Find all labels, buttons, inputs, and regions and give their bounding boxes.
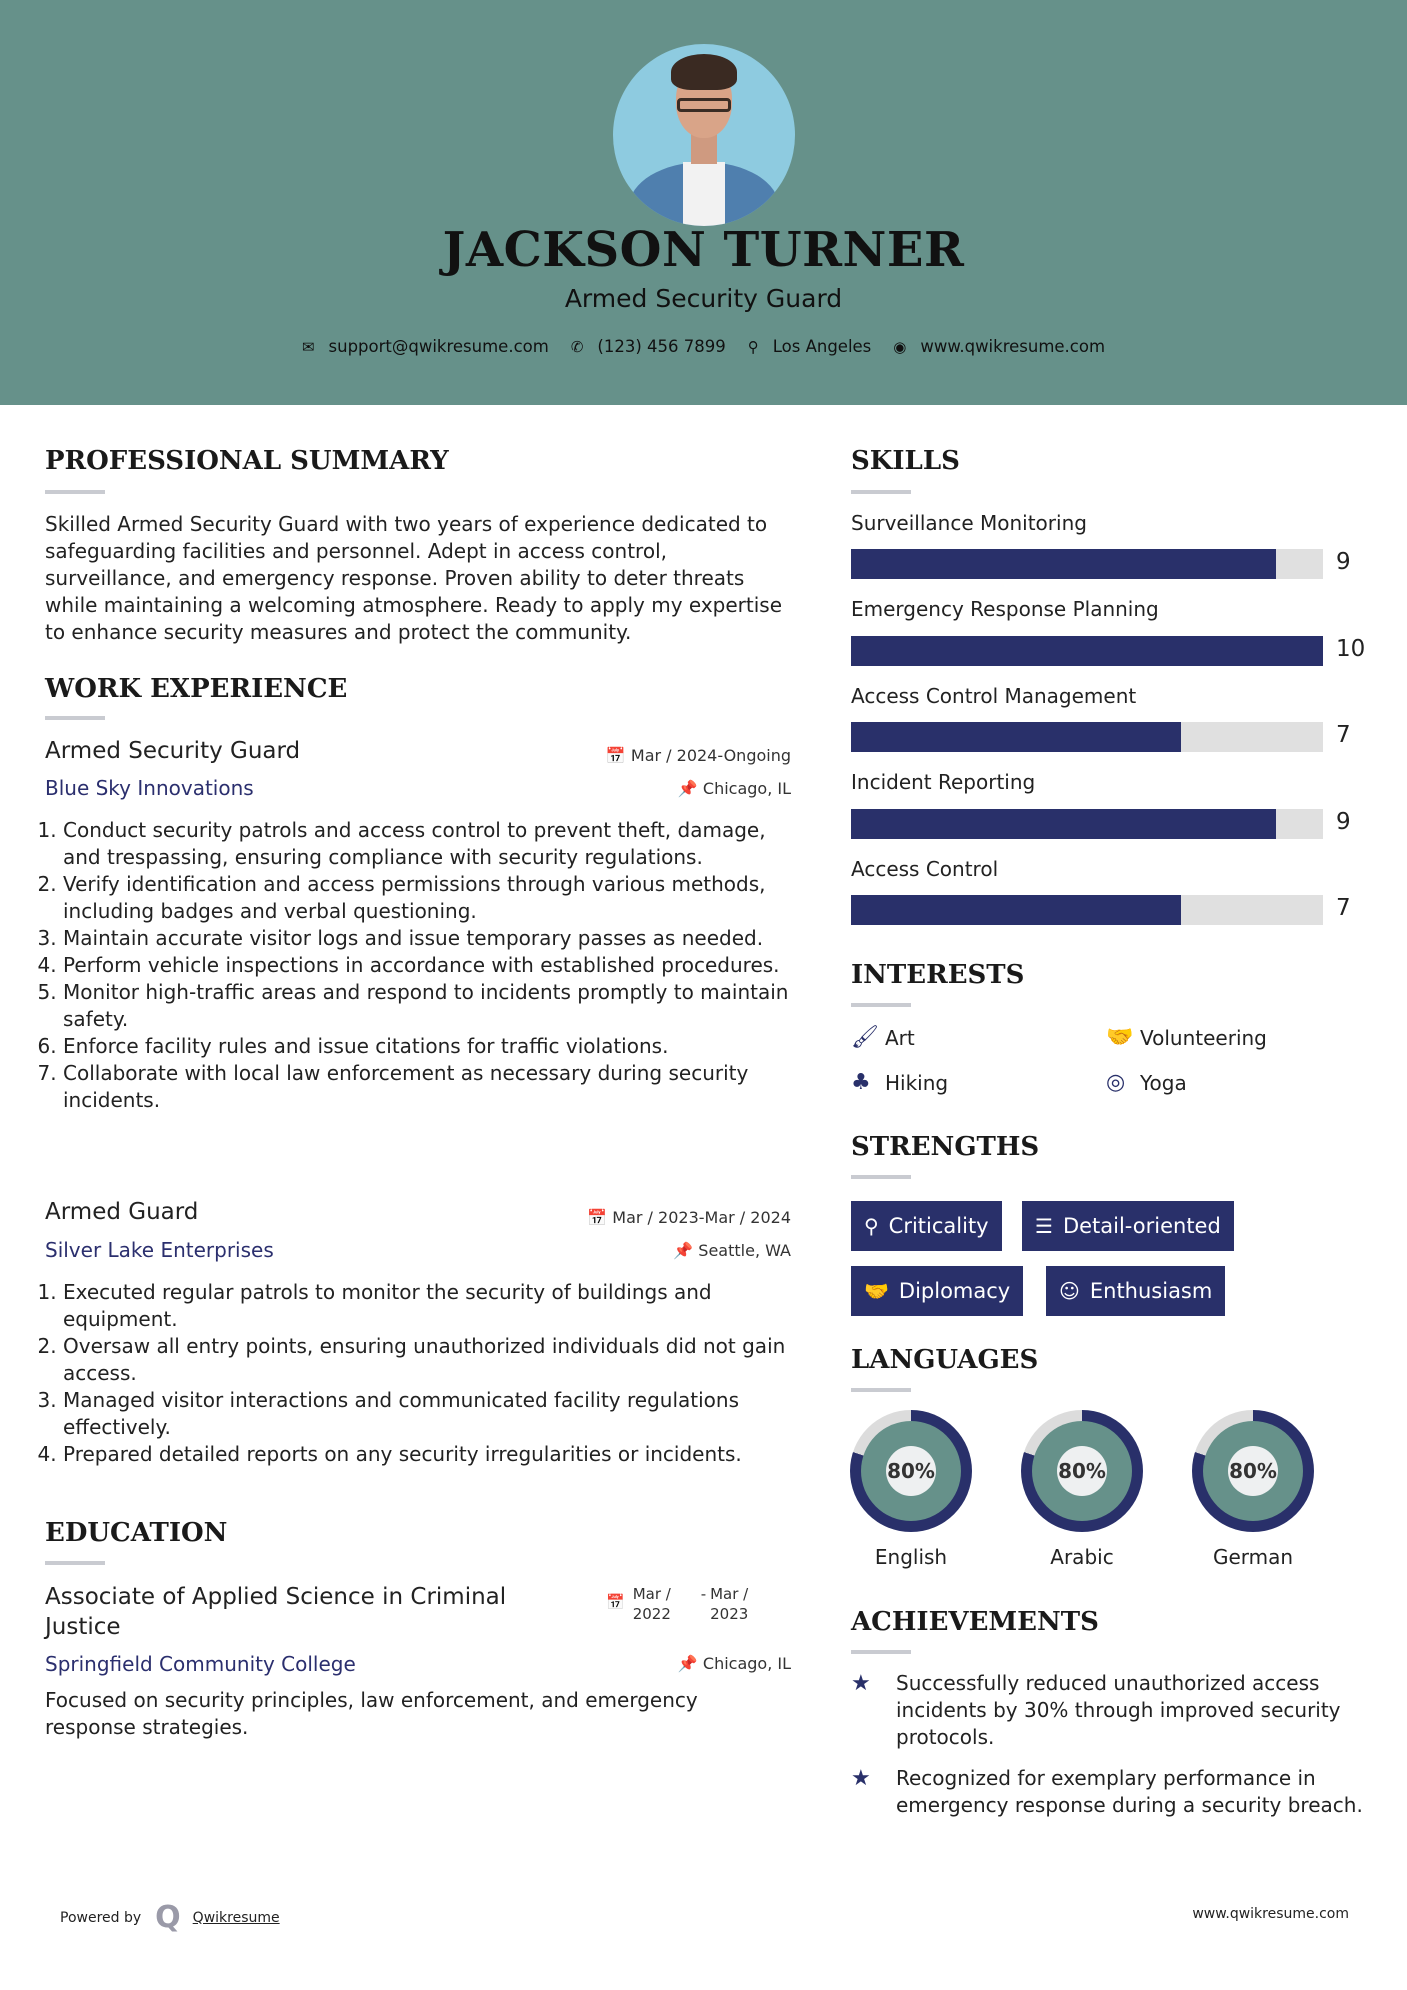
responsibilities-list [45,1279,795,1468]
list-item: 3. Maintain accurate visitor logs and issue temporary passes as needed. [63,925,795,952]
language-percent: 80% [887,1459,935,1483]
contact-location: Los Angeles [772,337,872,356]
calendar-icon: 📅 [587,1208,613,1227]
interest-item: 🤝 Volunteering [1106,1025,1267,1050]
phone-icon: ✆ [570,337,584,356]
school-name: Springfield Community College [45,1652,356,1676]
skill-value: 9 [1336,809,1351,835]
list-item: 5. Monitor high-traffic areas and respond to incidents promptly to maintain safety. [63,979,795,1033]
language-progress-ring [850,1410,972,1532]
profile-photo [613,44,795,226]
language-label: German [1212,1545,1294,1569]
strength-tag: ☰ Detail-oriented [1022,1201,1234,1251]
section-underline [45,1561,105,1565]
education-description: Focused on security principles, law enforcement, and emergency response strategies. [45,1688,698,1739]
achievement-item: ★ Successfully reduced unauthorized access incidents by 30% through improved security protocols. [851,1671,1341,1749]
list-item: 1. Conduct security patrols and access control to prevent theft, damage, and trespassing, ensuring compliance with security regulations. [63,817,795,871]
section-underline [851,1388,911,1392]
contact-email[interactable]: support@qwikresume.com [328,337,549,356]
skill-value: 7 [1336,722,1351,748]
skill-label: Access Control Management [851,684,1137,708]
list-item: 1. Executed regular patrols to monitor the security of buildings and equipment. [63,1279,795,1333]
skill-label: Access Control [851,857,999,881]
calendar-icon: 📅 [605,746,631,765]
qwikresume-logo-icon: Q [155,1900,181,1935]
language-progress-ring [1192,1410,1314,1532]
achievements-heading: ACHIEVEMENTS [851,1607,1099,1637]
section-underline [45,490,105,494]
education-dates: 📅 Mar / 2022 - Mar / 2023 [606,1585,749,1623]
contact-row [0,337,1407,356]
smile-icon: ☺ [1059,1279,1080,1303]
qwikresume-link[interactable]: Qwikresume [192,1909,280,1926]
pushpin-icon: 📌 [677,779,703,798]
list-item: 2. Verify identification and access permissions through various methods, including badges and verbal questioning. [63,871,795,925]
section-underline [851,1175,911,1179]
job-location: 📌 Seattle, WA [673,1241,791,1260]
skill-label: Surveillance Monitoring [851,511,1087,535]
degree-title: Associate of Applied Science in Criminal Justice [45,1584,507,1640]
education-location: 📌 Chicago, IL [677,1654,791,1673]
summary-heading: PROFESSIONAL SUMMARY [45,446,449,476]
interest-item: ◎ Yoga [1106,1070,1187,1095]
list-item: 6. Enforce facility rules and issue citations for traffic violations. [63,1033,795,1060]
tree-icon: ♣ [851,1070,871,1095]
skill-bar [851,809,1323,839]
skill-label: Emergency Response Planning [851,597,1159,621]
location-pin-icon: ⚲ [747,337,759,356]
skill-bar [851,895,1323,925]
skill-value: 9 [1336,549,1351,575]
language-progress-ring [1021,1410,1143,1532]
pushpin-icon: 📌 [677,1654,703,1673]
section-underline [851,1650,911,1654]
globe-icon: ◉ [893,337,907,356]
language-percent: 80% [1229,1459,1277,1483]
interest-item: ♣ Hiking [851,1070,949,1095]
language-label: Arabic [1050,1545,1114,1569]
skills-heading: SKILLS [851,446,960,476]
responsibilities-list [45,817,795,1114]
section-underline [45,716,105,720]
company-name: Blue Sky Innovations [45,776,254,800]
candidate-name: JACKSON TURNER [442,222,965,278]
job-title: Armed Security Guard [45,738,301,764]
handshake-icon: 🤝 [1106,1025,1134,1050]
list-item: 4. Perform vehicle inspections in accordance with established procedures. [63,952,795,979]
interests-heading: INTERESTS [851,960,1025,990]
experience-heading: WORK EXPERIENCE [45,674,348,704]
star-icon: ★ [851,1766,871,1791]
list-item: 7. Collaborate with local law enforcement as necessary during security incidents. [63,1060,795,1114]
skill-value: 10 [1336,636,1366,662]
handshake-icon: 🤝 [864,1279,889,1303]
strengths-heading: STRENGTHS [851,1132,1040,1162]
job-location: 📌 Chicago, IL [677,779,791,798]
list-item: 3. Managed visitor interactions and communicated facility regulations effectively. [63,1387,795,1441]
life-ring-icon: ◎ [1106,1070,1126,1095]
company-name: Silver Lake Enterprises [45,1238,274,1262]
skill-bar [851,722,1323,752]
star-icon: ★ [851,1671,871,1696]
skill-bar [851,636,1323,666]
candidate-title: Armed Security Guard [564,284,843,313]
email-icon: ✉ [301,337,315,356]
paintbrush-icon: 🖌 [851,1025,879,1050]
strength-tag: ⚲ Criticality [851,1201,1002,1251]
pushpin-icon: 📌 [673,1241,699,1260]
footer-powered-by: Powered by Q Qwikresume [60,1900,280,1935]
skill-label: Incident Reporting [851,770,1036,794]
job-title: Armed Guard [45,1199,199,1225]
education-heading: EDUCATION [45,1518,228,1548]
section-underline [851,1003,911,1007]
achievement-item: ★ Recognized for exemplary performance in emergency response during a security breach. [851,1766,1363,1817]
list-icon: ☰ [1035,1214,1053,1238]
interest-item: 🖌 Art [851,1025,915,1050]
job-dates: 📅 Mar / 2024-Ongoing [605,746,791,765]
summary-text: Skilled Armed Security Guard with two years of experience dedicated to safeguarding facilities and personnel. Adept in access control, surveillance, and emergency response. Proven ability to deter threats while maintaining a welcoming atmosphere. Ready to apply my expertise to enhance security measures and protect the community. [45,512,783,644]
languages-heading: LANGUAGES [851,1345,1039,1375]
language-percent: 80% [1058,1459,1106,1483]
skill-bar [851,549,1323,579]
header-banner [0,0,1407,405]
list-item: 4. Prepared detailed reports on any security irregularities or incidents. [63,1441,795,1468]
strength-tag: ☺ Enthusiasm [1046,1266,1225,1316]
footer-website-link[interactable]: www.qwikresume.com [1192,1906,1349,1922]
strength-tag: 🤝 Diplomacy [851,1266,1023,1316]
calendar-icon: 📅 [606,1593,625,1611]
skill-value: 7 [1336,895,1351,921]
contact-website[interactable]: www.qwikresume.com [920,337,1106,356]
language-label: English [874,1545,948,1569]
section-underline [851,490,911,494]
search-icon: ⚲ [864,1214,879,1238]
contact-phone: (123) 456 7899 [597,337,726,356]
job-dates: 📅 Mar / 2023-Mar / 2024 [587,1208,791,1227]
list-item: 2. Oversaw all entry points, ensuring unauthorized individuals did not gain access. [63,1333,795,1387]
